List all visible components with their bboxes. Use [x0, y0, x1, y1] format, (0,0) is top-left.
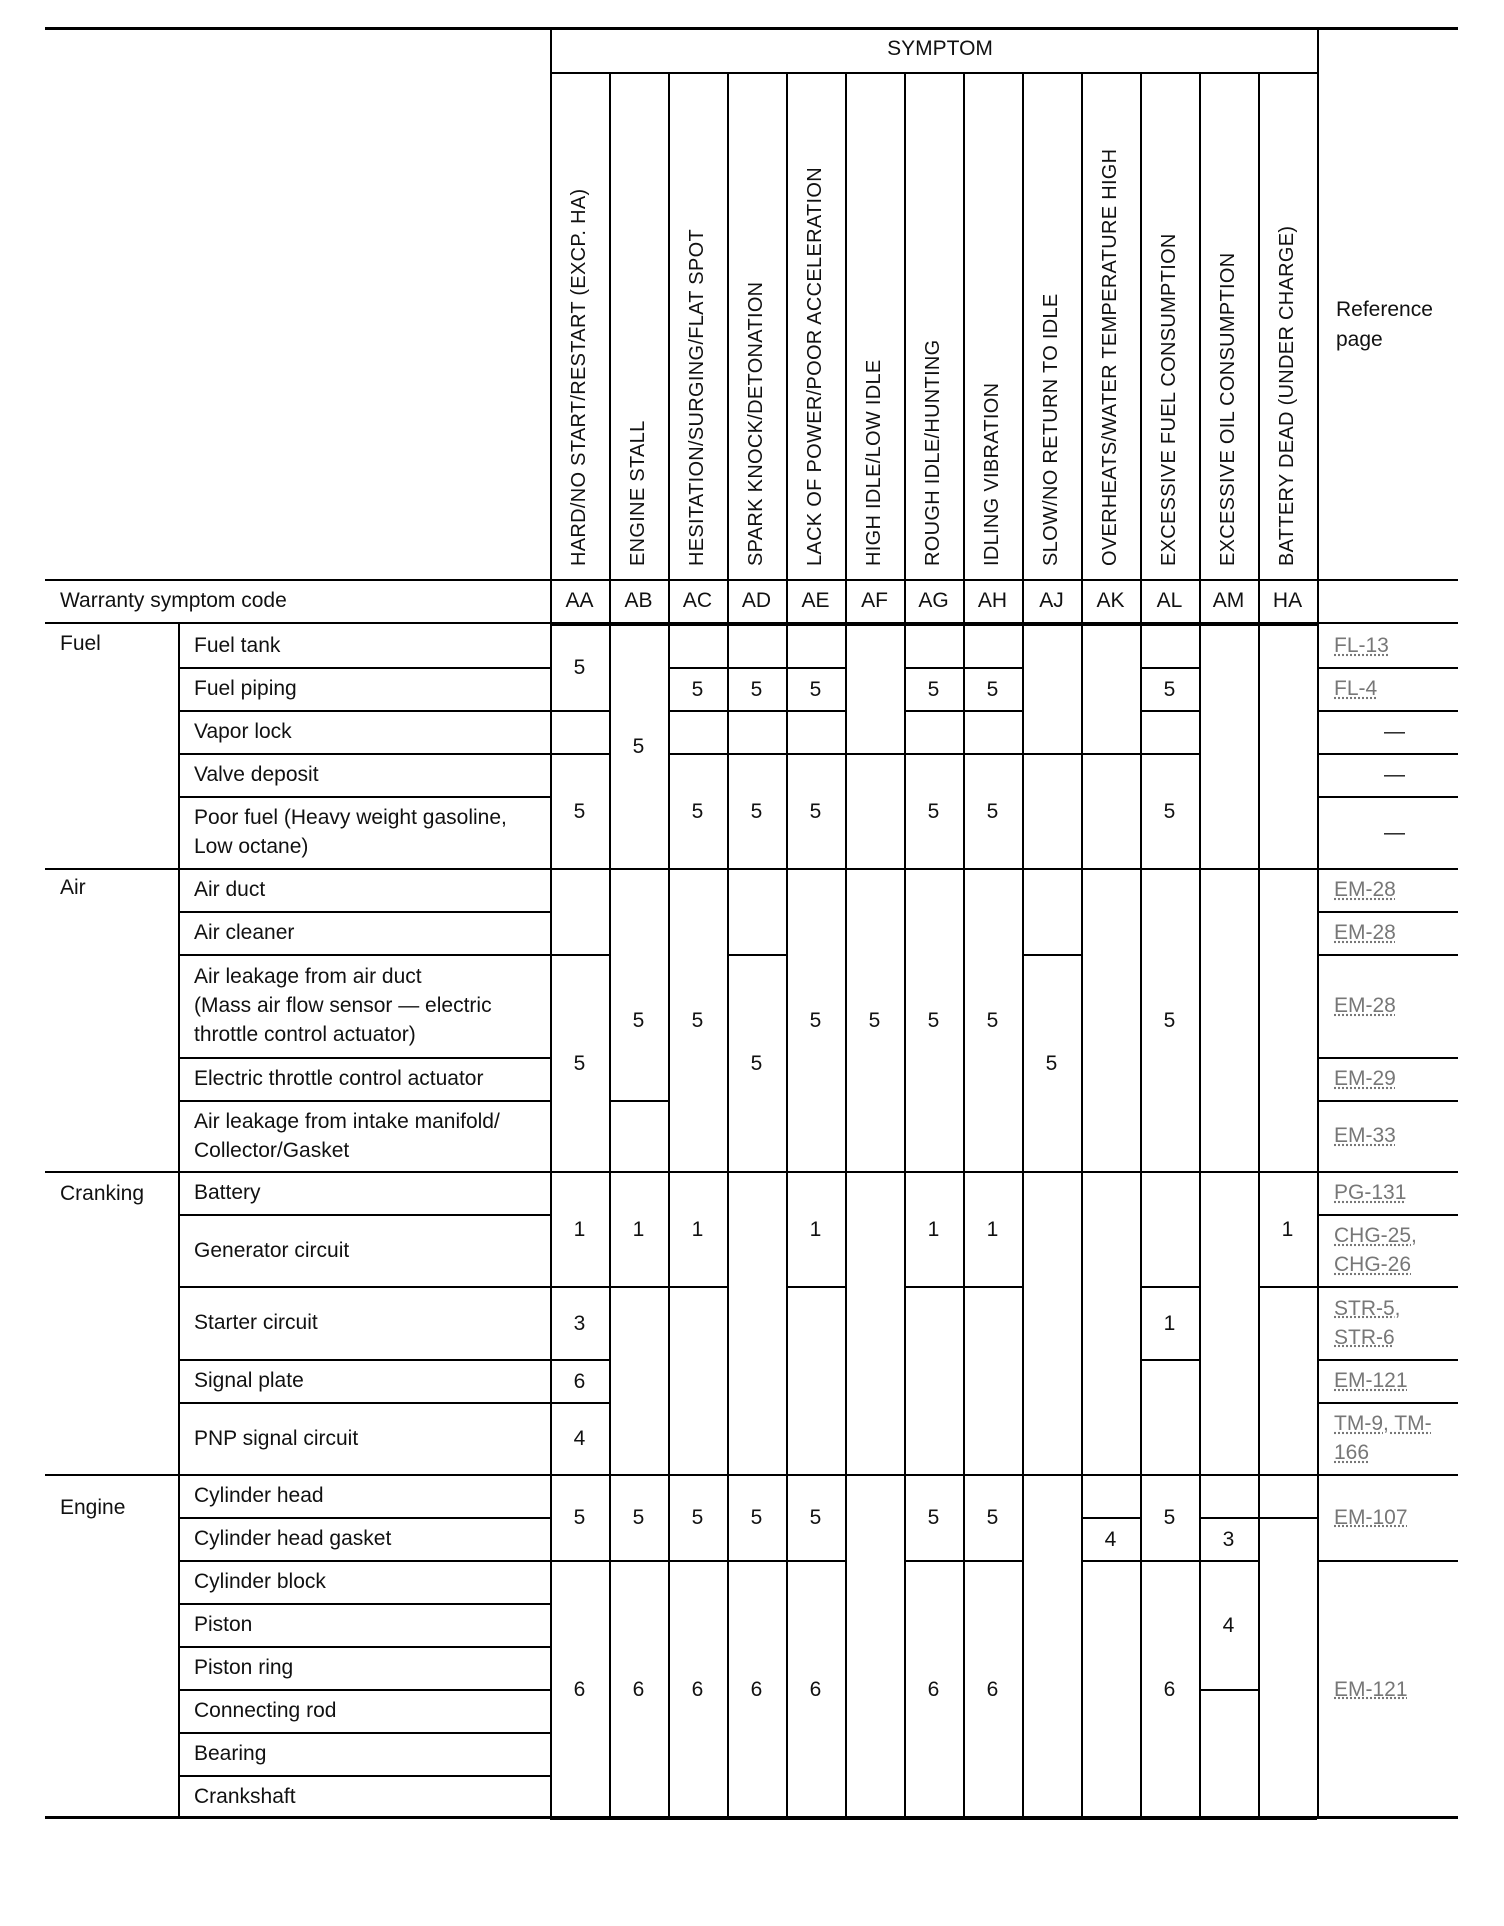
blank-rule-b-3 — [668, 753, 727, 755]
rating-4-1: 5 — [809, 677, 822, 701]
reference-link-11-0[interactable]: CHG-25, — [1334, 1224, 1417, 1247]
blank-rule-29 — [1140, 624, 1199, 626]
reference-link-1-0[interactable]: FL-4 — [1334, 677, 1378, 700]
blank-rule-b-7 — [727, 954, 786, 956]
item-rule-6 — [178, 911, 550, 913]
rating-rule — [550, 954, 609, 956]
item-rule-17 — [178, 1560, 550, 1562]
column-rule-7 — [963, 72, 965, 1818]
item-rule-9 — [178, 1100, 550, 1102]
category-engine: Engine — [60, 1496, 126, 1519]
blank-rule-b-18 — [963, 667, 1022, 669]
item-rule-12 — [178, 1286, 550, 1288]
blank-rule-8 — [727, 1171, 786, 1173]
item-label-12-0: Starter circuit — [194, 1311, 318, 1334]
symptom-label-am: EXCESSIVE OIL CONSUMPTION — [1216, 252, 1239, 566]
rating-rule — [786, 1171, 845, 1173]
column-rule-1 — [609, 72, 611, 1818]
item-label-6-0: Air cleaner — [194, 921, 295, 944]
rating-7-17: 6 — [986, 1678, 999, 1701]
symptom-code-ha: HA — [1272, 589, 1303, 612]
rating-12-10: 1 — [1281, 1217, 1294, 1241]
column-rule-11 — [1199, 72, 1201, 1818]
rating-rule — [1199, 1560, 1258, 1562]
blank-rule-38 — [1258, 1474, 1317, 1476]
rating-rule — [668, 1560, 727, 1562]
reference-rule-4 — [1317, 796, 1458, 798]
reference-page-header-2: page — [1336, 328, 1383, 351]
symptom-code-ak: AK — [1096, 589, 1125, 612]
symptom-code-ab: AB — [624, 589, 653, 612]
rating-rule — [727, 1818, 786, 1820]
item-rule-2 — [178, 710, 550, 712]
rating-rule — [550, 1560, 609, 1562]
rating-8-7: 5 — [1045, 1051, 1058, 1075]
column-rule-9 — [1081, 72, 1083, 1818]
rating-5-5: 5 — [868, 1008, 881, 1032]
rating-6-15: 5 — [927, 1506, 940, 1529]
symptom-label-ha: BATTERY DEAD (UNDER CHARGE) — [1275, 225, 1298, 566]
reference-link-15-0[interactable]: EM-107 — [1334, 1505, 1408, 1529]
reference-rule-3 — [1317, 753, 1458, 755]
blank-rule-b-11 — [786, 1474, 845, 1476]
warranty-symptom-code-label: Warranty symptom code — [60, 589, 287, 612]
rating-6-5: 5 — [927, 1008, 940, 1032]
rating-7-10: 1 — [986, 1217, 999, 1241]
rating-10-5: 5 — [1163, 1008, 1176, 1032]
reference-rule-14 — [1317, 1402, 1458, 1404]
item-label-17-0: Cylinder block — [194, 1570, 326, 1593]
symptom-code-af: AF — [861, 589, 888, 612]
column-rule-13 — [1317, 27, 1319, 1818]
item-label-18-0: Piston — [194, 1613, 253, 1636]
item-label-14-0: PNP signal circuit — [194, 1426, 359, 1450]
blank-rule-b-16 — [904, 753, 963, 755]
blank-rule-23 — [1022, 868, 1081, 870]
rating-rule — [550, 1474, 609, 1476]
blank-rule-32 — [1140, 1359, 1199, 1361]
blank-rule-14 — [845, 1171, 904, 1173]
rating-rule — [786, 1818, 845, 1820]
blank-rule-b-27 — [1081, 1517, 1140, 1519]
blank-rule-13 — [845, 753, 904, 755]
reference-rule-1 — [1317, 667, 1458, 669]
item-label-0-0: Fuel tank — [194, 634, 281, 657]
item-rule-22 — [178, 1775, 550, 1777]
item-label-4-0: Poor fuel (Heavy weight gasoline, — [194, 806, 507, 829]
item-rule-19 — [178, 1646, 550, 1648]
symptom-code-ag: AG — [918, 589, 949, 612]
category-fuel: Fuel — [60, 632, 101, 655]
blank-rule-b-39 — [1258, 1818, 1317, 1820]
rating-rule — [668, 868, 727, 870]
rating-rule — [550, 1171, 609, 1173]
blank-rule-34 — [1199, 1474, 1258, 1476]
symptom-code-ac: AC — [682, 589, 713, 612]
rating-rule — [550, 624, 609, 626]
blank-rule-b-0 — [550, 753, 609, 755]
symptom-code-aj: AJ — [1039, 589, 1064, 612]
rating-6-3: 5 — [927, 799, 940, 823]
item-rule-13 — [178, 1359, 550, 1361]
rating-2-15: 5 — [691, 1506, 704, 1529]
reference-link-12-0[interactable]: STR-5, — [1334, 1296, 1401, 1320]
item-rule-18 — [178, 1603, 550, 1605]
reference-rule-7 — [1317, 954, 1458, 956]
reference-link-8-0[interactable]: EM-29 — [1334, 1067, 1396, 1090]
blank-rule-b-14 — [845, 1818, 904, 1820]
blank-rule-b-29 — [1140, 667, 1199, 669]
rating-2-17: 6 — [691, 1678, 704, 1701]
blank-rule-20 — [963, 1286, 1022, 1288]
rating-4-5: 5 — [809, 1008, 822, 1032]
reference-rule-11 — [1317, 1214, 1458, 1216]
blank-rule-b-19 — [963, 753, 1022, 755]
blank-rule-b-17 — [904, 1474, 963, 1476]
header-bottom-rule — [45, 579, 1458, 581]
reference-link-13-0[interactable]: EM-121 — [1334, 1369, 1408, 1392]
item-label-11-0: Generator circuit — [194, 1238, 350, 1262]
symptom-code-ah: AH — [977, 589, 1008, 612]
symptom-header-rule — [550, 72, 1317, 74]
blank-rule-b-13 — [845, 868, 904, 870]
rating-3-15: 5 — [750, 1506, 763, 1529]
reference-rule-6 — [1317, 911, 1458, 913]
top-rule — [45, 27, 1458, 30]
item-rule-8 — [178, 1057, 550, 1059]
symptom-label-ae: LACK OF POWER/POOR ACCELERATION — [803, 167, 826, 566]
item-label-10-0: Battery — [194, 1181, 261, 1204]
rating-rule — [904, 868, 963, 870]
rating-rule — [550, 1818, 609, 1820]
blank-rule-b-10 — [786, 753, 845, 755]
rating-0-17: 6 — [573, 1678, 586, 1701]
item-rule-4 — [178, 796, 550, 798]
category-cranking: Cranking — [60, 1182, 145, 1205]
blank-rule-b-30 — [1140, 753, 1199, 755]
blank-rule-b-34 — [1199, 1517, 1258, 1519]
rating-rule — [550, 1359, 609, 1361]
symptom-header: SYMPTOM — [887, 37, 993, 60]
blank-rule-b-4 — [668, 1474, 727, 1476]
blank-rule-31 — [1140, 1171, 1199, 1173]
rating-4-15: 5 — [809, 1506, 822, 1529]
item-label-20-0: Connecting rod — [194, 1699, 337, 1722]
reference-rule-5 — [1317, 868, 1458, 870]
rating-3-17: 6 — [750, 1678, 763, 1701]
reference-link-0-0[interactable]: FL-13 — [1334, 634, 1389, 657]
reference-link-16-0[interactable]: EM-121 — [1334, 1677, 1408, 1701]
rating-10-17: 6 — [1163, 1678, 1176, 1701]
rating-4-3: 5 — [809, 799, 822, 823]
blank-rule-19 — [963, 710, 1022, 712]
symptom-label-aa: HARD/NO START/RESTART (EXCP. HA) — [567, 188, 590, 566]
column-rule-6 — [904, 72, 906, 1818]
blank-rule-26 — [1081, 753, 1140, 755]
rating-rule — [609, 1286, 668, 1288]
reference-rule-9 — [1317, 1100, 1458, 1102]
blank-rule-b-20 — [963, 1474, 1022, 1476]
rating-4-10: 1 — [809, 1217, 822, 1241]
blank-rule-30 — [1140, 710, 1199, 712]
blank-rule-b-1 — [609, 1474, 668, 1476]
reference-link-4-0: — — [1384, 820, 1405, 844]
item-label-7-2: throttle control actuator) — [194, 1023, 416, 1046]
rating-2-10: 1 — [691, 1217, 704, 1241]
symptom-code-aa: AA — [565, 589, 594, 612]
item-label-2-0: Vapor lock — [194, 720, 292, 743]
rating-rule — [1140, 1560, 1199, 1562]
rating-rule — [609, 1818, 668, 1820]
rating-10-1: 5 — [1163, 677, 1176, 701]
blank-rule-9 — [786, 624, 845, 626]
reference-link-14-1[interactable]: 166 — [1334, 1441, 1370, 1464]
rating-7-1: 5 — [986, 677, 999, 701]
item-rule-14 — [178, 1402, 550, 1404]
item-label-3-0: Valve deposit — [194, 763, 319, 786]
rating-1-5: 5 — [632, 1008, 645, 1032]
rating-rule — [963, 1171, 1022, 1173]
blank-rule-36 — [1258, 624, 1317, 626]
reference-rule-10 — [1317, 1171, 1458, 1173]
rating-9-16: 4 — [1104, 1527, 1117, 1551]
symptom-code-al: AL — [1156, 589, 1183, 612]
rating-4-17: 6 — [809, 1678, 822, 1701]
reference-rule-16 — [1317, 1560, 1458, 1562]
blank-rule-7 — [727, 868, 786, 870]
category-column-rule — [178, 622, 180, 1818]
blank-rule-3 — [668, 710, 727, 712]
rating-rule — [963, 1560, 1022, 1562]
item-rule-16 — [178, 1517, 550, 1519]
reference-link-9-0[interactable]: EM-33 — [1334, 1124, 1396, 1147]
symptom-label-af: HIGH IDLE/LOW IDLE — [862, 359, 885, 566]
item-label-5-0: Air duct — [194, 878, 266, 901]
column-rule-5 — [845, 72, 847, 1818]
rating-rule — [668, 1818, 727, 1820]
item-label-8-0: Electric throttle control actuator — [194, 1067, 484, 1090]
rating-6-10: 1 — [927, 1217, 940, 1241]
item-label-13-0: Signal plate — [194, 1369, 304, 1392]
item-label-7-0: Air leakage from air duct — [194, 965, 422, 988]
rating-6-1: 5 — [927, 677, 940, 701]
rating-rule — [904, 1560, 963, 1562]
blank-rule-22 — [1022, 753, 1081, 755]
reference-link-11-1[interactable]: CHG-26 — [1334, 1253, 1412, 1276]
reference-rule-8 — [1317, 1057, 1458, 1059]
blank-rule-b-8 — [727, 1474, 786, 1476]
rating-rule — [668, 1171, 727, 1173]
blank-rule-27 — [1081, 868, 1140, 870]
blank-rule-2 — [668, 624, 727, 626]
blank-rule-b-23 — [1022, 954, 1081, 956]
reference-rule-13 — [1317, 1359, 1458, 1361]
rating-7-3: 5 — [986, 799, 999, 823]
symptom-label-ab: ENGINE STALL — [626, 420, 649, 566]
rating-rule — [1140, 868, 1199, 870]
blank-rule-24 — [1022, 1171, 1081, 1173]
symptom-label-ac: HESITATION/SURGING/FLAT SPOT — [685, 229, 708, 566]
blank-rule-25 — [1081, 624, 1140, 626]
rating-rule — [1140, 1818, 1199, 1820]
blank-rule-21 — [1022, 624, 1081, 626]
item-label-4-1: Low octane) — [194, 835, 309, 858]
item-label-19-0: Piston ring — [194, 1656, 294, 1679]
rating-1-15: 5 — [632, 1506, 645, 1529]
rating-0-15: 5 — [573, 1506, 586, 1529]
blank-rule-11 — [786, 1286, 845, 1288]
reference-link-5-0[interactable]: EM-28 — [1334, 878, 1396, 901]
blank-rule-28 — [1081, 1560, 1140, 1562]
blank-rule-35 — [1199, 1689, 1258, 1691]
blank-rule-39 — [1258, 1517, 1317, 1519]
blank-rule-b-2 — [668, 667, 727, 669]
rating-rule — [609, 1171, 668, 1173]
symptom-code-ae: AE — [801, 589, 830, 612]
reference-rule-15 — [1317, 1474, 1458, 1476]
blank-rule-b-24 — [1022, 1818, 1081, 1820]
blank-rule-b-6 — [727, 753, 786, 755]
blank-rule-12 — [845, 624, 904, 626]
rating-rule — [904, 1818, 963, 1820]
symptom-label-ak: OVERHEATS/WATER TEMPERATURE HIGH — [1098, 148, 1121, 566]
item-label-22-0: Crankshaft — [194, 1785, 296, 1808]
column-rule-4 — [786, 72, 788, 1818]
rating-10-3: 5 — [1163, 799, 1176, 823]
blank-rule-b-32 — [1140, 1474, 1199, 1476]
rating-7-5: 5 — [986, 1008, 999, 1032]
item-rule-20 — [178, 1689, 550, 1691]
rating-rule — [550, 868, 609, 870]
rating-0-12: 3 — [573, 1311, 586, 1335]
rating-rule — [727, 1560, 786, 1562]
item-rule-7 — [178, 954, 550, 956]
column-rule-2 — [668, 72, 670, 1818]
symptom-code-am: AM — [1212, 589, 1245, 612]
rating-6-17: 6 — [927, 1678, 940, 1701]
item-rule-21 — [178, 1732, 550, 1734]
rating-rule — [963, 868, 1022, 870]
rating-0-10: 1 — [573, 1217, 586, 1241]
rating-2-1: 5 — [691, 677, 704, 701]
rating-rule — [550, 1402, 609, 1404]
item-label-9-0: Air leakage from intake manifold/ — [194, 1109, 500, 1133]
symptom-label-ah: IDLING VIBRATION — [980, 382, 1003, 566]
rating-rule — [786, 868, 845, 870]
rating-0-3: 5 — [573, 799, 586, 823]
blank-rule-33 — [1199, 624, 1258, 626]
rating-rule — [904, 1171, 963, 1173]
blank-rule-10 — [786, 710, 845, 712]
reference-rule-12 — [1317, 1286, 1458, 1288]
blank-rule-b-9 — [786, 667, 845, 669]
reference-link-7-0[interactable]: EM-28 — [1334, 994, 1396, 1017]
rating-3-7: 5 — [750, 1051, 763, 1075]
rating-10-15: 5 — [1163, 1506, 1176, 1529]
rating-rule — [609, 624, 668, 626]
rating-0-14: 4 — [573, 1427, 586, 1450]
blank-rule-16 — [904, 710, 963, 712]
symptom-label-al: EXCESSIVE FUEL CONSUMPTION — [1157, 233, 1180, 566]
reference-rule-2 — [1317, 710, 1458, 712]
blank-rule-b-36 — [1258, 1171, 1317, 1173]
symptom-code-ad: AD — [741, 589, 772, 612]
rating-0-0: 5 — [573, 656, 586, 679]
rating-1-10: 1 — [632, 1217, 645, 1241]
item-label-7-1: (Mass air flow sensor — electric — [194, 994, 492, 1017]
item-rule-1 — [178, 667, 550, 669]
symptom-label-ad: SPARK KNOCK/DETONATION — [744, 281, 767, 566]
rating-0-7: 5 — [573, 1051, 586, 1075]
blank-rule-0 — [550, 710, 609, 712]
rating-1-0: 5 — [632, 735, 645, 758]
reference-link-3-0: — — [1384, 763, 1405, 786]
symptom-label-ag: ROUGH IDLE/HUNTING — [921, 339, 944, 566]
rating-3-3: 5 — [750, 799, 763, 823]
blank-rule-5 — [727, 624, 786, 626]
rating-3-1: 5 — [750, 677, 763, 701]
blank-rule-b-5 — [727, 667, 786, 669]
rating-11-17: 4 — [1222, 1613, 1235, 1637]
item-label-1-0: Fuel piping — [194, 677, 297, 700]
rating-0-13: 6 — [573, 1369, 586, 1393]
reference-link-6-0[interactable]: EM-28 — [1334, 921, 1396, 944]
blank-rule-6 — [727, 710, 786, 712]
rating-2-5: 5 — [691, 1008, 704, 1032]
reference-link-12-1[interactable]: STR-6 — [1334, 1325, 1395, 1349]
rating-rule — [609, 868, 668, 870]
column-rule-10 — [1140, 72, 1142, 1818]
rating-11-16: 3 — [1222, 1527, 1235, 1551]
item-label-16-0: Cylinder head gasket — [194, 1527, 392, 1550]
blank-rule-b-35 — [1199, 1818, 1258, 1820]
rating-rule — [963, 1818, 1022, 1820]
item-label-21-0: Bearing — [194, 1742, 267, 1765]
reference-link-10-0[interactable]: PG-131 — [1334, 1181, 1407, 1204]
blank-rule-18 — [963, 624, 1022, 626]
blank-rule-b-31 — [1140, 1286, 1199, 1288]
category-air: Air — [60, 876, 86, 899]
rating-2-3: 5 — [691, 799, 704, 823]
blank-rule-17 — [904, 1286, 963, 1288]
reference-page-header-1: Reference — [1336, 298, 1433, 321]
blank-rule-1 — [609, 1100, 668, 1102]
rating-10-12: 1 — [1163, 1311, 1176, 1335]
rating-rule — [550, 1286, 609, 1288]
blank-rule-4 — [668, 1286, 727, 1288]
rating-7-15: 5 — [986, 1506, 999, 1529]
blank-rule-b-15 — [904, 667, 963, 669]
reference-link-2-0: — — [1384, 720, 1405, 743]
item-rule-3 — [178, 753, 550, 755]
column-rule-3 — [727, 72, 729, 1818]
blank-rule-37 — [1258, 1286, 1317, 1288]
item-rule-11 — [178, 1214, 550, 1216]
rating-rule — [786, 1560, 845, 1562]
column-rule-0 — [550, 27, 552, 1818]
item-label-15-0: Cylinder head — [194, 1484, 324, 1507]
symptom-label-aj: SLOW/NO RETURN TO IDLE — [1039, 293, 1062, 566]
column-rule-8 — [1022, 72, 1024, 1818]
blank-rule-15 — [904, 624, 963, 626]
blank-rule-b-28 — [1081, 1818, 1140, 1820]
reference-link-14-0[interactable]: TM-9, TM- — [1334, 1412, 1432, 1435]
item-label-9-1: Collector/Gasket — [194, 1138, 350, 1162]
column-rule-12 — [1258, 72, 1260, 1818]
rating-rule — [609, 1560, 668, 1562]
rating-1-17: 6 — [632, 1678, 645, 1701]
